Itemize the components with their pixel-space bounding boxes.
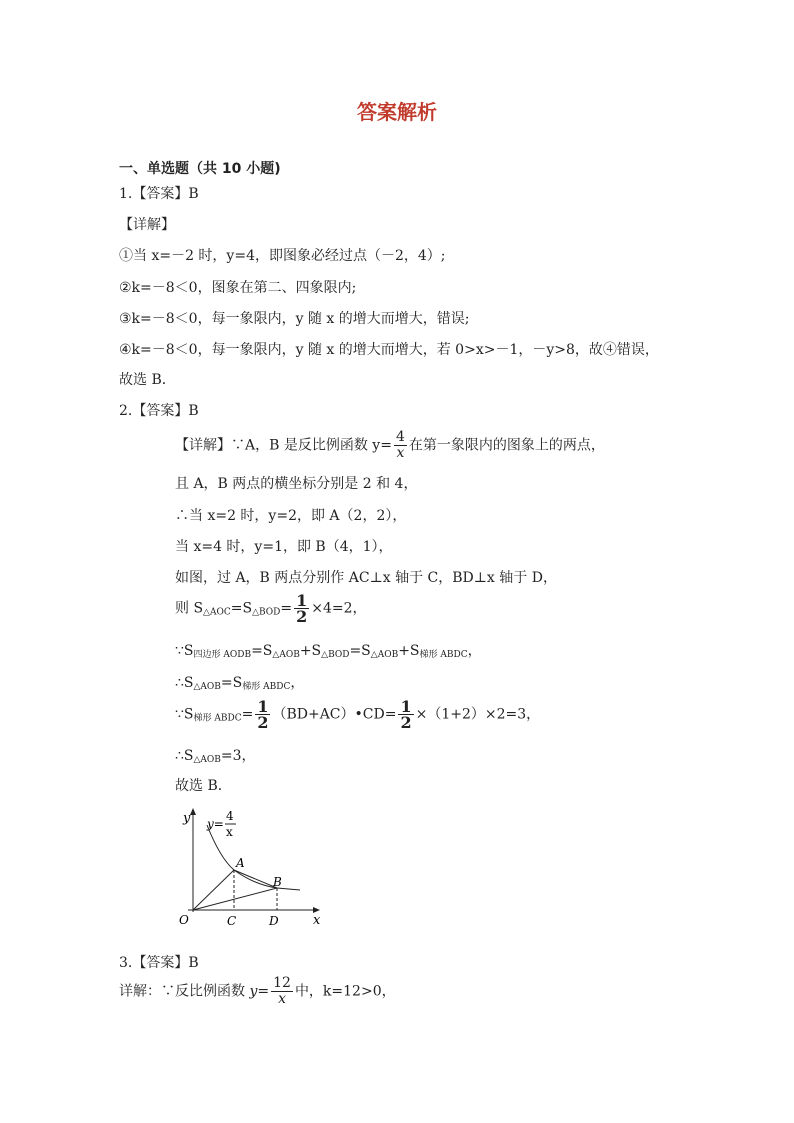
text-segment: =S	[220, 675, 243, 691]
text-segment: 则 S	[175, 600, 204, 617]
q2-answer: 2.【答案】B	[119, 403, 199, 419]
text-segment: ∵S	[175, 643, 194, 659]
text-segment: ×4=2，	[311, 600, 367, 617]
text-segment: （BD+AC）•CD=	[272, 706, 397, 723]
label-D: D	[269, 914, 279, 928]
q2-line-1	[175, 430, 605, 461]
q1-line-1: ①当 x=－2 时，y=4，即图象必经过点（－2，4）;	[119, 248, 446, 264]
hyperbola-figure	[170, 800, 330, 935]
text-segment: =3，	[220, 748, 256, 764]
q2-line-11: 故选 B．	[175, 778, 232, 794]
segment-AB	[234, 870, 277, 888]
text-segment: =	[280, 600, 293, 617]
text-segment: ，	[290, 675, 305, 691]
fraction-denominator: x	[278, 991, 286, 1007]
segment-OB	[193, 888, 277, 910]
subscript: 梯形 ABDC	[419, 650, 468, 660]
curve-eq-den: x	[226, 825, 233, 839]
fraction-numerator: 1	[257, 697, 269, 716]
fraction-numerator: 4	[395, 429, 405, 445]
subscript: △BOD	[321, 650, 350, 660]
page-title: 答案解析	[357, 100, 437, 124]
fraction-one-half	[398, 699, 413, 730]
label-O: O	[179, 913, 189, 927]
hyperbola-curve	[207, 825, 300, 890]
q1-answer: 1.【答案】B	[119, 186, 199, 202]
q2-line-3: ∴当 x=2 时，y=2，即 A（2，2），	[175, 508, 407, 524]
q2-line-7	[175, 641, 482, 665]
subscript: 梯形 ABDC	[193, 713, 242, 724]
text-segment: =S	[230, 600, 253, 617]
curve-eq-num: 4	[226, 809, 234, 823]
subscript: △AOB	[193, 755, 221, 765]
subscript: △BOD	[252, 607, 281, 618]
text-segment: =	[257, 983, 270, 1000]
q1-line-5: 故选 B．	[119, 372, 176, 388]
text-segment: +S	[299, 643, 322, 659]
label-C: C	[227, 914, 237, 928]
subscript: △AOB	[193, 682, 221, 692]
q2-line-8	[175, 673, 304, 697]
fraction-numerator: 1	[400, 697, 412, 716]
q2-line-1-pre: 【详解】∵A，B 是反比例函数 y=	[175, 437, 392, 454]
y-axis-arrow-icon	[190, 808, 196, 815]
fraction-denominator: 2	[400, 713, 412, 732]
q2-line-1-post: 在第一象限内的图象上的两点，	[408, 437, 605, 454]
variable-y: y	[249, 983, 258, 1000]
text-segment: ，	[467, 643, 482, 659]
text-segment: 详解：∵反比例函数	[119, 983, 250, 1000]
section-heading: 一、单选题（共 10 小题)	[119, 161, 281, 177]
text-segment: 中，k=12>0，	[294, 983, 396, 1000]
fraction-numerator: 12	[273, 975, 291, 991]
q2-line-10	[175, 746, 256, 770]
fraction-denominator: x	[396, 445, 405, 461]
label-y: y	[183, 811, 191, 826]
q1-detail-label: 【详解】	[119, 217, 175, 233]
text-segment: ×（1+2）×2=3，	[415, 706, 541, 723]
subscript: △AOC	[203, 607, 231, 618]
fraction-numerator: 1	[296, 591, 308, 610]
curve-eq-lhs: y=	[207, 817, 224, 831]
fraction-one-half	[294, 593, 309, 624]
subscript: 梯形 ABDC	[242, 682, 291, 692]
text-segment: ∴S	[175, 675, 194, 691]
fraction-4-over-x	[394, 430, 407, 461]
q2-line-4: 当 x=4 时，y=1，即 B（4，1），	[175, 539, 393, 555]
fraction-12-over-x	[271, 976, 293, 1007]
subscript: △AOB	[370, 650, 399, 660]
fraction-denominator: 2	[257, 713, 269, 732]
q1-line-4: ④k=－8＜0，每一象限内，y 随 x 的增大而增大，若 0>x>－1，－y>8，故④错误，	[119, 342, 659, 358]
q1-line-3: ③k=－8＜0，每一象限内，y 随 x 的增大而增大，错误;	[119, 311, 470, 327]
text-segment: ∴S	[175, 748, 194, 764]
q2-line-6	[175, 593, 367, 624]
text-segment: +S	[398, 643, 420, 659]
q2-line-2: 且 A，B 两点的横坐标分别是 2 和 4，	[175, 476, 418, 492]
fraction-one-half	[255, 699, 270, 730]
segment-OA	[193, 870, 234, 910]
label-A: A	[236, 856, 245, 870]
q3-answer: 3.【答案】B	[119, 955, 199, 971]
q1-line-2: ②k=－8＜0，图象在第二、四象限内;	[119, 280, 357, 296]
label-x: x	[313, 913, 321, 928]
subscript: △AOB	[272, 650, 300, 660]
text-segment: =	[241, 706, 254, 723]
subscript: 四边形 AODB	[193, 650, 252, 660]
q2-line-9	[175, 699, 540, 730]
q2-line-5: 如图，过 A，B 两点分别作 AC⊥x 轴于 C，BD⊥x 轴于 D，	[175, 570, 557, 586]
text-segment: =S	[251, 643, 273, 659]
q3-line-1	[119, 976, 396, 1007]
text-segment: =S	[349, 643, 371, 659]
fraction-denominator: 2	[296, 607, 308, 626]
label-B: B	[273, 875, 282, 889]
text-segment: ∵S	[175, 706, 194, 723]
